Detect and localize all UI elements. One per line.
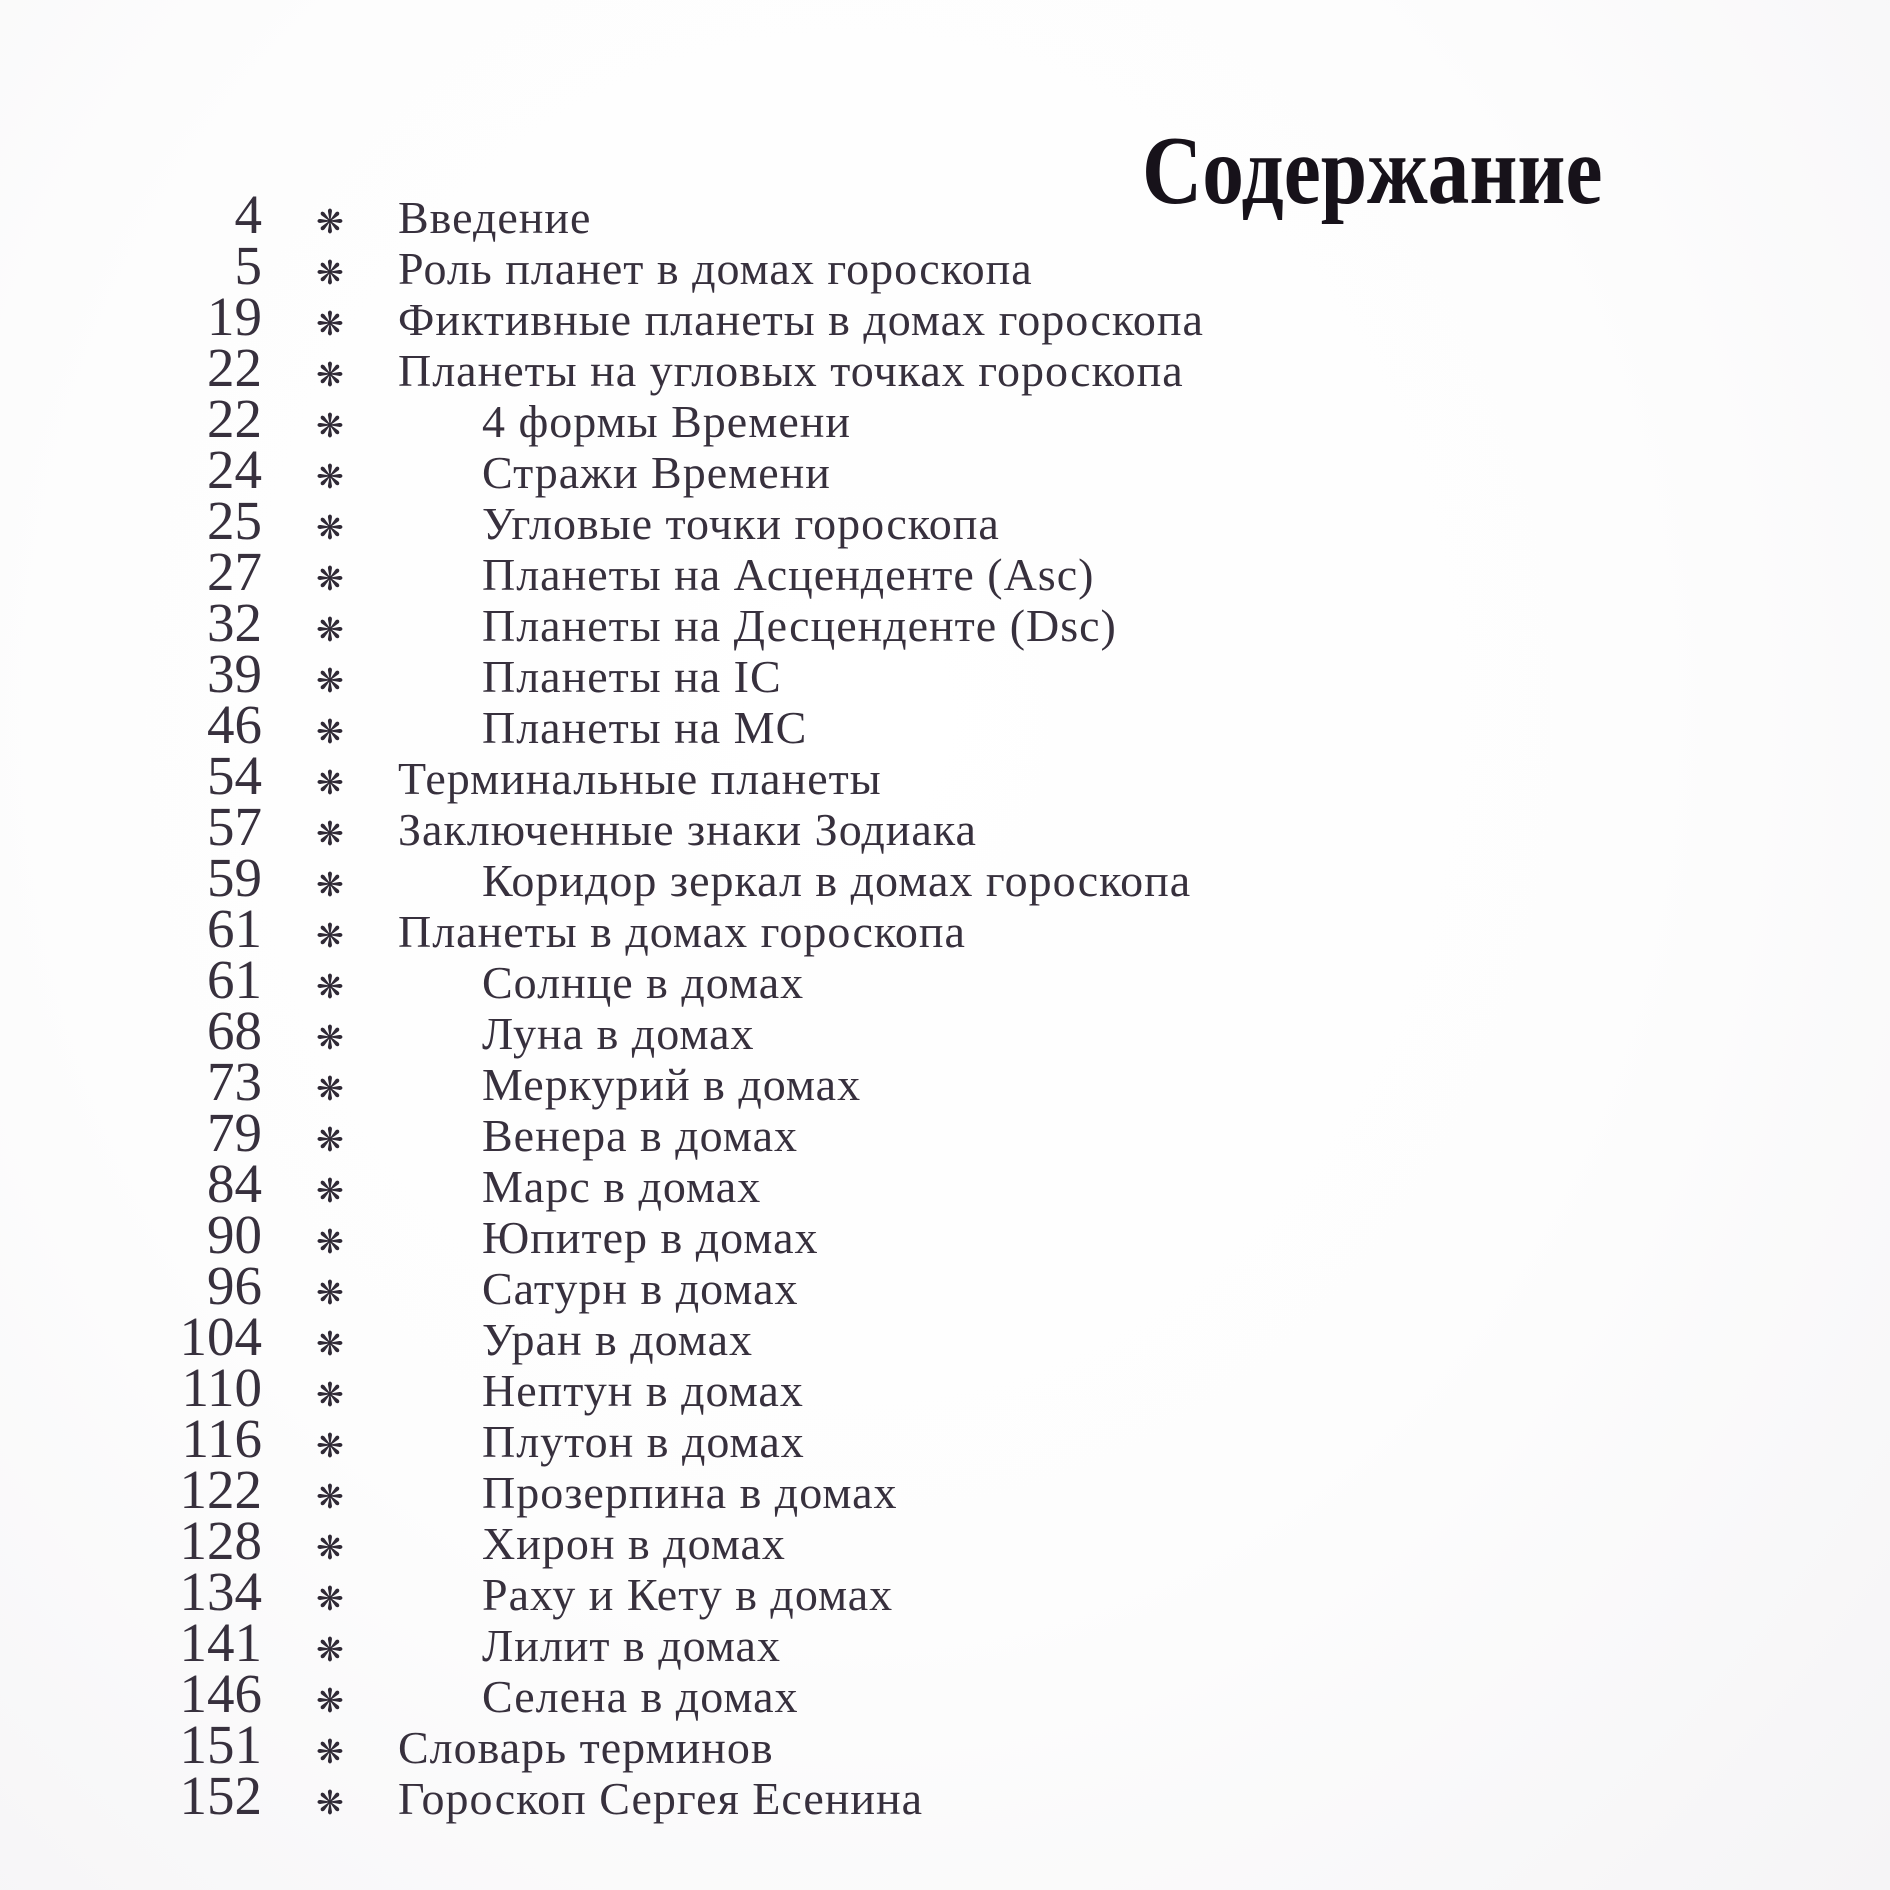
- toc-entry-label: 4 формы Времени: [482, 396, 851, 447]
- toc-entry-label: Планеты в домах гороскопа: [398, 906, 966, 957]
- toc-page-number: 90: [207, 1204, 262, 1265]
- toc-entry-label: Уран в домах: [482, 1314, 754, 1365]
- toc-entry-label: Луна в домах: [482, 1008, 755, 1059]
- asterisk-icon: ❋: [316, 1378, 344, 1414]
- toc-page-number: 73: [207, 1051, 262, 1112]
- asterisk-icon: ❋: [316, 1123, 344, 1159]
- toc-page-number: 128: [179, 1510, 262, 1571]
- asterisk-icon: ❋: [316, 307, 344, 343]
- toc-page-number: 4: [234, 184, 262, 245]
- toc-entry-label: Словарь терминов: [398, 1722, 774, 1773]
- toc-page-number: 32: [207, 592, 262, 653]
- toc-page-number: 59: [207, 847, 262, 908]
- asterisk-icon: ❋: [316, 1021, 344, 1057]
- toc-page-number: 22: [207, 337, 262, 398]
- toc-entry-label: Прозерпина в домах: [482, 1467, 898, 1518]
- toc-entry-label: Гороскоп Сергея Есенина: [398, 1773, 924, 1824]
- toc-page-number: 110: [181, 1357, 262, 1418]
- asterisk-icon: ❋: [316, 1480, 344, 1516]
- toc-page-number: 152: [179, 1765, 262, 1826]
- asterisk-icon: ❋: [316, 358, 344, 394]
- asterisk-icon: ❋: [316, 1327, 344, 1363]
- asterisk-icon: ❋: [316, 1786, 344, 1822]
- asterisk-icon: ❋: [316, 1531, 344, 1567]
- toc-page-number: 25: [207, 490, 262, 551]
- toc-page-number: 46: [207, 694, 262, 755]
- toc-page-number: 61: [207, 949, 262, 1010]
- toc-entry-label: Заключенные знаки Зодиака: [398, 804, 977, 855]
- toc-page-number: 84: [207, 1153, 262, 1214]
- toc-entry-label: Плутон в домах: [482, 1416, 805, 1467]
- toc-entry-label: Хирон в домах: [482, 1518, 786, 1569]
- toc-entry-label: Сатурн в домах: [482, 1263, 799, 1314]
- toc-entry-label: Коридор зеркал в домах гороскопа: [482, 855, 1192, 906]
- asterisk-icon: ❋: [316, 1174, 344, 1210]
- toc-entry-label: Юпитер в домах: [482, 1212, 819, 1263]
- asterisk-icon: ❋: [316, 1429, 344, 1465]
- toc-entry-label: Планеты на Десценденте (Dsc): [482, 600, 1117, 651]
- toc-entry-label: Терминальные планеты: [398, 753, 882, 804]
- toc-page-number: 19: [207, 286, 262, 347]
- toc-entry-label: Планеты на угловых точках гороскопа: [398, 345, 1184, 396]
- toc-page-number: 122: [179, 1459, 262, 1520]
- toc-page-number: 79: [207, 1102, 262, 1163]
- toc-entry-label: Введение: [398, 192, 592, 243]
- toc-entry-label: Марс в домах: [482, 1161, 762, 1212]
- asterisk-icon: ❋: [316, 970, 344, 1006]
- toc-page-number: 39: [207, 643, 262, 704]
- toc-page-number: 141: [179, 1612, 262, 1673]
- toc-page-number: 96: [207, 1255, 262, 1316]
- asterisk-icon: ❋: [316, 1633, 344, 1669]
- asterisk-icon: ❋: [316, 1225, 344, 1261]
- toc-list: [0, 184, 1890, 1826]
- toc-entry-label: Солнце в домах: [482, 957, 805, 1008]
- toc-entry-label: Планеты на IC: [482, 651, 782, 702]
- asterisk-icon: ❋: [316, 409, 344, 445]
- toc-entry-label: Венера в домах: [482, 1110, 799, 1161]
- toc-page-number: 68: [207, 1000, 262, 1061]
- asterisk-icon: ❋: [316, 205, 344, 241]
- toc-page-number: 116: [181, 1408, 262, 1469]
- asterisk-icon: ❋: [316, 664, 344, 700]
- toc-entry-label: Селена в домах: [482, 1671, 799, 1722]
- toc-page-number: 24: [207, 439, 262, 500]
- asterisk-icon: ❋: [316, 919, 344, 955]
- asterisk-icon: ❋: [316, 715, 344, 751]
- asterisk-icon: ❋: [316, 1684, 344, 1720]
- toc-entry-label: Меркурий в домах: [482, 1059, 862, 1110]
- asterisk-icon: ❋: [316, 1735, 344, 1771]
- asterisk-icon: ❋: [316, 1276, 344, 1312]
- toc-page-number: 54: [207, 745, 262, 806]
- asterisk-icon: ❋: [316, 1582, 344, 1618]
- toc-page-number: 27: [207, 541, 262, 602]
- asterisk-icon: ❋: [316, 1072, 344, 1108]
- toc-entry-label: Угловые точки гороскопа: [482, 498, 1000, 549]
- toc-page-number: 22: [207, 388, 262, 449]
- toc-page-number: 134: [179, 1561, 262, 1622]
- toc-entry-label: Планеты на Асценденте (Asc): [482, 549, 1095, 600]
- asterisk-icon: ❋: [316, 613, 344, 649]
- toc-entry: [0, 184, 1890, 245]
- page-title: Содержание: [1142, 116, 1603, 224]
- toc-entry-label: Раху и Кету в домах: [482, 1569, 894, 1620]
- asterisk-icon: ❋: [316, 868, 344, 904]
- toc-entry-label: Нептун в домах: [482, 1365, 804, 1416]
- toc-entry-label: Роль планет в домах гороскопа: [398, 243, 1033, 294]
- asterisk-icon: ❋: [316, 256, 344, 292]
- toc-entry-label: Стражи Времени: [482, 447, 831, 498]
- toc-page-number: 146: [179, 1663, 262, 1724]
- toc-entry-label: Фиктивные планеты в домах гороскопа: [398, 294, 1204, 345]
- toc-page-number: 151: [179, 1714, 262, 1775]
- toc-entry-label: Планеты на MC: [482, 702, 808, 753]
- asterisk-icon: ❋: [316, 817, 344, 853]
- asterisk-icon: ❋: [316, 460, 344, 496]
- asterisk-icon: ❋: [316, 562, 344, 598]
- asterisk-icon: ❋: [316, 511, 344, 547]
- toc-page-number: 104: [179, 1306, 262, 1367]
- toc-entry-label: Лилит в домах: [482, 1620, 781, 1671]
- toc-page-number: 61: [207, 898, 262, 959]
- asterisk-icon: ❋: [316, 766, 344, 802]
- toc-page-number: 57: [207, 796, 262, 857]
- toc-page-number: 5: [234, 235, 262, 296]
